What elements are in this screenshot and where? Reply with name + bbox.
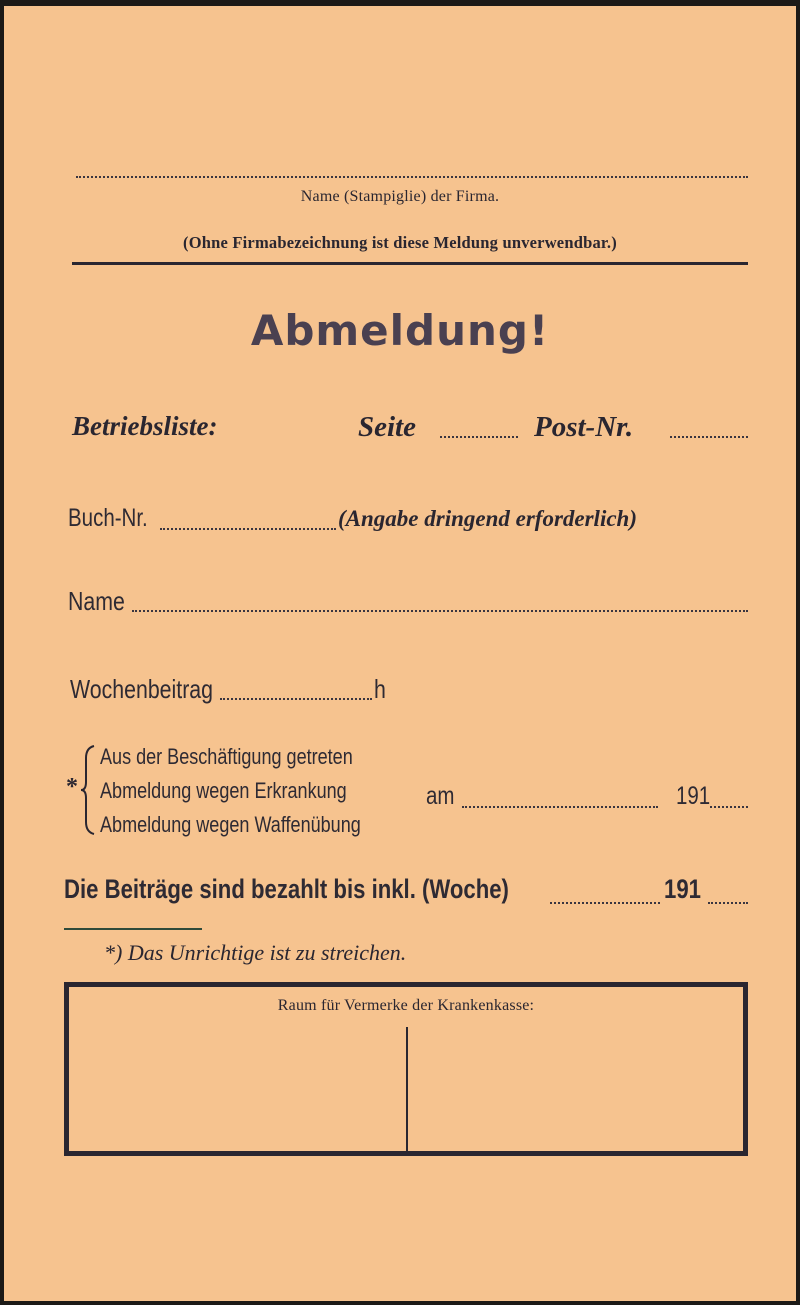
remarks-label: Raum für Vermerke der Krankenkasse: — [277, 997, 535, 1014]
post-nr-field[interactable] — [670, 436, 748, 438]
wochenbeitrag-unit: h — [374, 674, 386, 704]
footnote: *) Das Unrichtige ist zu streichen. — [104, 940, 407, 965]
firm-label: Name (Stampiglie) der Firma. — [300, 188, 500, 205]
buch-nr-label: Buch-Nr. — [68, 504, 148, 532]
header-rule — [72, 262, 748, 265]
reason-item: Abmeldung wegen Waffenübung — [100, 812, 361, 837]
post-nr-label: Post-Nr. — [534, 411, 634, 443]
firm-stamp-line — [76, 176, 748, 178]
reason-year-field[interactable] — [710, 806, 748, 808]
remarks-divider — [406, 1027, 408, 1151]
name-label: Name — [68, 586, 125, 616]
firm-notice: (Ohne Firmabezeichnung ist diese Meldung unverwendbar.) — [183, 233, 617, 252]
registration-form — [4, 6, 796, 1301]
paid-year-field[interactable] — [708, 902, 748, 904]
paid-label: Die Beiträge sind bezahlt bis inkl. (Woche) — [64, 874, 509, 904]
buch-nr-note: (Angabe dringend erforderlich) — [338, 506, 637, 531]
paid-year-prefix: 191 — [664, 874, 701, 904]
reason-item: Aus der Beschäftigung getreten — [100, 744, 353, 769]
am-label: am — [426, 782, 455, 810]
buch-nr-field[interactable] — [160, 528, 336, 530]
footnote-rule — [64, 928, 202, 930]
name-field[interactable] — [132, 610, 748, 612]
reason-date-field[interactable] — [462, 806, 658, 808]
asterisk-marker: * — [66, 774, 78, 800]
reason-item: Abmeldung wegen Erkrankung — [100, 778, 347, 803]
paid-week-field[interactable] — [550, 902, 660, 904]
seite-label: Seite — [358, 411, 416, 443]
wochenbeitrag-field[interactable] — [220, 698, 372, 700]
form-title: Abmeldung! — [250, 306, 550, 355]
seite-field[interactable] — [440, 436, 518, 438]
wochenbeitrag-label: Wochenbeitrag — [70, 674, 214, 704]
reason-year-prefix: 191 — [676, 782, 711, 810]
reasons-brace — [80, 744, 96, 836]
remarks-box[interactable] — [64, 982, 748, 1156]
betriebsliste-label: Betriebsliste: — [72, 411, 218, 441]
